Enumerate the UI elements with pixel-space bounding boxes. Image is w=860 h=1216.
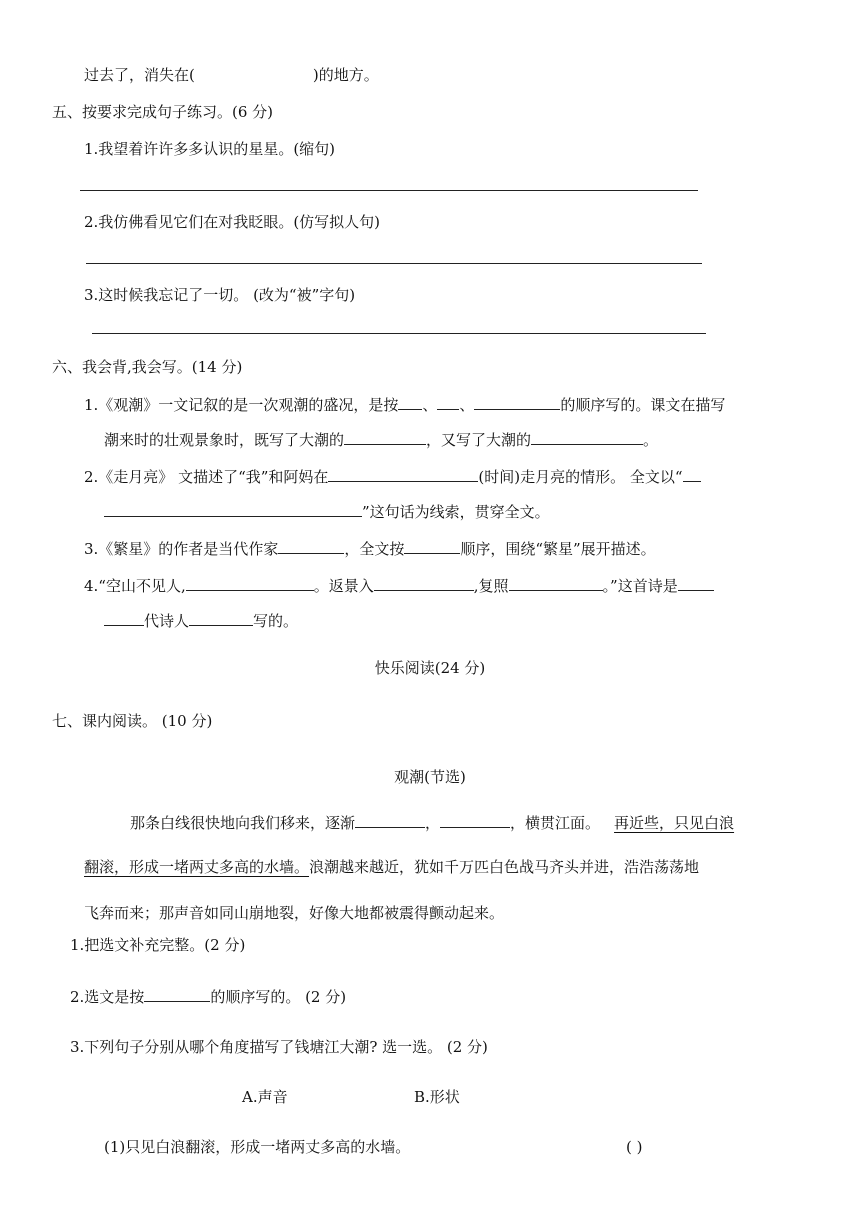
p1-text-a: 那条白线很快地向我们移来，逐渐 <box>130 814 356 832</box>
q4-text-d: 。”这首诗是 <box>602 577 678 595</box>
answer-line-3[interactable] <box>92 333 706 334</box>
q1-sep1: 、 <box>422 396 438 414</box>
sub-question-1: (1)只见白浪翻滚，形成一堵两丈多高的水墙。 <box>104 1138 411 1156</box>
section-6-heading: 六、我会背,我会写。(14 分) <box>52 358 243 376</box>
q4-text-f: 写的。 <box>253 612 299 630</box>
sec6-q4-line2 <box>104 609 298 632</box>
sec5-item-3: 3.这时候我忘记了一切。 (改为“被”字句) <box>84 286 356 304</box>
blank[interactable] <box>683 465 701 482</box>
p2-text-b: 浪潮越来越近，犹如千万匹白色战马齐头并进，浩浩荡荡地 <box>309 858 700 876</box>
sec7-q2 <box>70 985 346 1008</box>
passage-line-3: 飞奔而来；那声音如同山崩地裂，好像大地都被震得颤动起来。 <box>84 904 505 922</box>
option-b: B.形状 <box>414 1088 460 1106</box>
passage-line-2 <box>84 856 699 878</box>
section-5-heading: 五、按要求完成句子练习。(6 分) <box>52 103 274 121</box>
sec5-item-1: 1.我望着许许多多认识的星星。(缩句) <box>84 140 336 158</box>
blank[interactable] <box>374 574 474 591</box>
continuation-line <box>84 64 379 86</box>
q4-text-a: 4.“空山不见人, <box>84 577 186 595</box>
sec6-q2-line2 <box>104 500 550 523</box>
p1-underlined: 再近些，只见白浪 <box>614 814 735 832</box>
passage-line-1 <box>130 811 734 834</box>
blank[interactable] <box>678 574 714 591</box>
blank[interactable] <box>437 393 459 410</box>
blank[interactable] <box>328 465 478 482</box>
blank[interactable] <box>398 393 422 410</box>
blank[interactable] <box>474 393 560 410</box>
q1-text-c: 潮来时的壮观景象时，既写了大潮的 <box>104 431 345 449</box>
answer-parentheses[interactable]: ( ) <box>626 1138 643 1156</box>
section-7-heading: 七、课内阅读。 (10 分) <box>52 712 213 730</box>
blank[interactable] <box>278 537 344 554</box>
p1-text-c: ，横贯江面。 <box>510 814 601 832</box>
sec6-q2-line1 <box>84 465 701 488</box>
q2-text-a: 2.《走月亮》 文描述了“我”和阿妈在 <box>84 468 329 486</box>
blank[interactable] <box>186 574 314 591</box>
sec7-q1: 1.把选文补充完整。(2 分) <box>70 936 246 954</box>
blank[interactable] <box>509 574 603 591</box>
sec6-q1-line1 <box>84 393 725 416</box>
q1-text-b: 的顺序写的。课文在描写 <box>560 396 726 414</box>
blank[interactable] <box>404 537 460 554</box>
sec6-q4-line1 <box>84 574 714 597</box>
q1-text-a: 1.《观潮》一文记叙的是一次观潮的盛况，是按 <box>84 396 399 414</box>
q4-text-c: ,复照 <box>473 577 509 595</box>
answer-line-2[interactable] <box>86 263 702 264</box>
q3-text-b: ，全文按 <box>344 540 405 558</box>
p2-underlined: 翻滚，形成一堵两丈多高的水墙。 <box>84 858 310 876</box>
continuation-suffix: )的地方。 <box>312 66 379 84</box>
blank[interactable] <box>344 428 426 445</box>
q2-text-a: 2.选文是按 <box>70 988 145 1006</box>
q2-text-c: ”这句话为线索，贯穿全文。 <box>362 503 550 521</box>
q1-sep2: 、 <box>459 396 475 414</box>
sec6-q1-line2 <box>104 428 658 451</box>
q1-text-d: ，又写了大潮的 <box>426 431 532 449</box>
q1-text-e: 。 <box>643 431 659 449</box>
q4-text-b: 。返景入 <box>313 577 374 595</box>
q3-text-a: 3.《繁星》的作者是当代作家 <box>84 540 279 558</box>
blank[interactable] <box>531 428 643 445</box>
reading-section-title: 快乐阅读(24 分) <box>374 659 486 677</box>
blank[interactable] <box>104 500 362 517</box>
continuation-prefix: 过去了，消失在( <box>84 66 195 84</box>
blank[interactable] <box>355 811 425 828</box>
sec6-q3 <box>84 537 656 560</box>
option-a: A.声音 <box>242 1088 288 1106</box>
q2-text-b: (时间)走月亮的情形。 全文以“ <box>478 468 683 486</box>
p1-text-b: ， <box>425 814 441 832</box>
sec5-item-2: 2.我仿佛看见它们在对我眨眼。(仿写拟人句) <box>84 213 381 231</box>
sec7-q3: 3.下列句子分别从哪个角度描写了钱塘江大潮? 选一选。 (2 分) <box>70 1038 488 1056</box>
q2-text-b: 的顺序写的。 (2 分) <box>210 988 347 1006</box>
passage-title: 观潮(节选) <box>394 768 466 786</box>
q4-text-e: 代诗人 <box>144 612 190 630</box>
blank[interactable] <box>144 985 210 1002</box>
blank[interactable] <box>189 609 253 626</box>
blank[interactable] <box>104 609 144 626</box>
answer-line-1[interactable] <box>80 190 698 191</box>
q3-text-c: 顺序，围绕“繁星”展开描述。 <box>460 540 656 558</box>
blank[interactable] <box>440 811 510 828</box>
